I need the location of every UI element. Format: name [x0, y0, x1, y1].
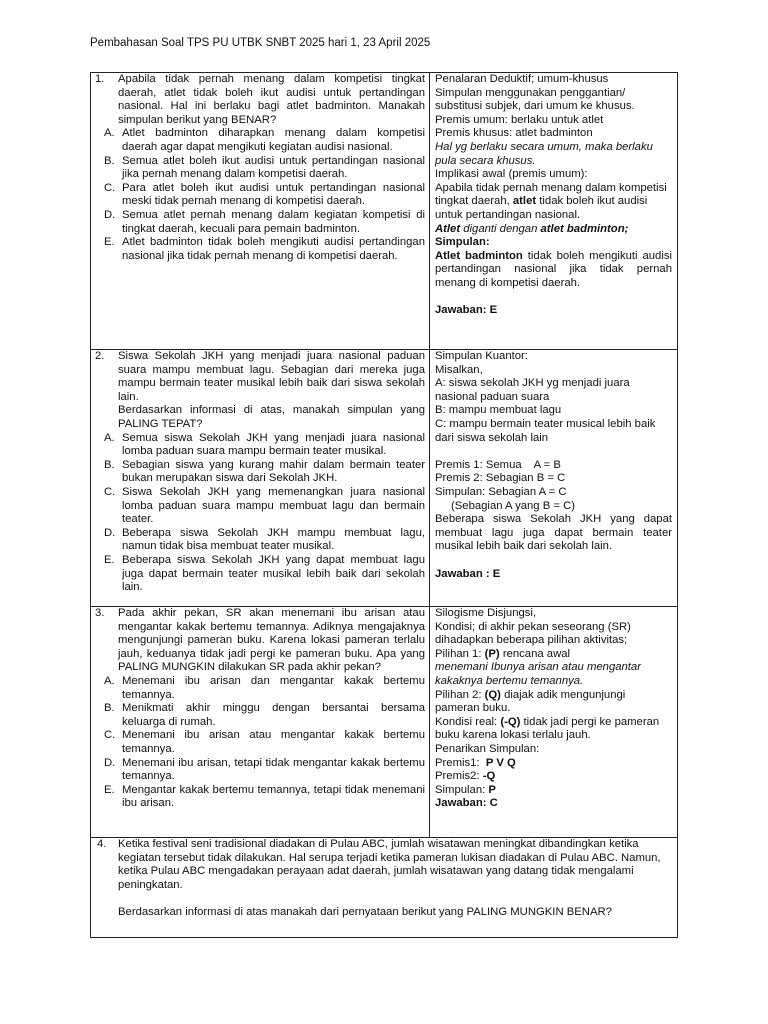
- question-row-2: [91, 350, 677, 607]
- option-e: E. Mengantar kakak bertemu temannya, tetapi tidak menemani ibu arisan.: [104, 783, 425, 810]
- explanation-line: Beberapa siswa Sekolah JKH yang dapat membuat lagu juga dapat bermain teater musikal lebih baik dari sekolah lain.: [435, 513, 672, 553]
- explanation-line: menemani Ibunya arisan atau mengantar kakaknya bertemu temannya.: [435, 661, 641, 687]
- explanation-line: Apabila tidak pernah menang dalam kompetisi tingkat daerah, atlet tidak boleh ikut audisi untuk pertandingan nasional.: [435, 181, 667, 221]
- option-b: B. Semua atlet boleh ikut audisi untuk pertandingan nasional jika pernah menang dalam kompetisi daerah.: [104, 154, 425, 181]
- question-number: 3.: [95, 607, 105, 619]
- question-row-3: [91, 607, 677, 838]
- premise-line: Simpulan: P: [435, 783, 496, 796]
- premise-line: Premis1: P V Q: [435, 756, 516, 769]
- question-cell-3: [91, 607, 430, 837]
- question-cell-4: [91, 838, 677, 937]
- page-header: Pembahasan Soal TPS PU UTBK SNBT 2025 hari 1, 23 April 2025: [90, 37, 431, 49]
- explanation-line: Implikasi awal (premis umum):: [435, 168, 588, 181]
- explanation-line: Pilihan 2: (Q) diajak adik mengunjungi pameran buku.: [435, 688, 626, 715]
- explanation-line: Pilihan 1: (P) rencana awal: [435, 647, 571, 660]
- option-c: C. Menemani ibu arisan atau mengantar kakak bertemu temannya.: [104, 729, 425, 755]
- explanation-line: Simpulan Kuantor:: [435, 350, 528, 362]
- option-a: A. Atlet badminton diharapkan menang dalam kompetisi daerah agar dapat mengikuti kegiatan audisi nasional.: [104, 127, 425, 153]
- answer-label: Jawaban: C: [435, 797, 498, 810]
- question-row-1: [91, 73, 677, 350]
- option-d: D. Beberapa siswa Sekolah JKH mampu membuat lagu, namun tidak bisa membuat teater musikal.: [104, 526, 425, 553]
- explanation-line: B: mampu membuat lagu: [435, 404, 562, 417]
- explanation-line: Premis umum: berlaku untuk atlet: [435, 113, 604, 126]
- question-number: 4.: [97, 838, 107, 850]
- explanation-line: A: siswa sekolah JKH yg menjadi juara nasional paduan suara: [435, 377, 630, 403]
- question-table: [90, 72, 678, 938]
- question-cell-2: [91, 350, 430, 606]
- answer-label: Jawaban: E: [435, 304, 498, 317]
- explanation-cell-1: [430, 73, 677, 349]
- premise-line: (Sebagian A yang B = C): [451, 499, 576, 512]
- option-d: D. Menemani ibu arisan, tetapi tidak mengantar kakak bertemu temannya.: [104, 756, 425, 783]
- premise-line: Simpulan: Sebagian A = C: [435, 485, 567, 498]
- explanation-line: Atlet badminton tidak boleh mengikuti audisi pertandingan nasional jika tidak pernah menang di kompetisi daerah.: [435, 249, 672, 289]
- question-stem: Siswa Sekolah JKH yang menjadi juara nasional paduan suara mampu membuat lagu. Sebagian dari mereka juga mampu bermain teater musikal lebih baik dari siswa sekolah lain. Berdasarkan informasi di atas, manakah simpulan yang PALING TEPAT?: [118, 350, 425, 430]
- explanation-line: Kondisi real: (-Q) tidak jadi pergi ke pameran buku karena lokasi terlalu jauh.: [435, 715, 660, 742]
- explanation-line: Atlet diganti dengan atlet badminton;: [435, 222, 629, 235]
- question-cell-1: [91, 73, 430, 349]
- question-stem: Pada akhir pekan, SR akan menemani ibu arisan atau mengantar kakak bertemu temannya. Adiknya mengajaknya mengunjungi pameran buku. Karena lokasi pameran terlalu jauh, keduanya tidak jadi pergi ke pameran buku. Apa yang PALING MUNGKIN dilakukan SR pada akhir pekan?: [118, 607, 425, 674]
- explanation-line: C: mampu bermain teater musical lebih baik dari siswa sekolah lain: [435, 417, 656, 444]
- option-b: B. Sebagian siswa yang kurang mahir dalam bermain teater bukan merupakan siswa dari Sekolah JKH.: [104, 458, 425, 485]
- explanation-cell-3: [430, 607, 677, 837]
- premise-line: Premis 1: Semua A = B: [435, 458, 561, 471]
- option-a: A. Semua siswa Sekolah JKH yang menjadi juara nasional lomba paduan suara mampu bermain teater musikal.: [104, 431, 425, 458]
- explanation-line: Penalaran Deduktif; umum-khusus: [435, 73, 609, 85]
- question-stem: Ketika festival seni tradisional diadakan di Pulau ABC, jumlah wisatawan meningkat dibandingkan ketika kegiatan tersebut tidak dilakukan. Hal serupa terjadi ketika pameran lukisan diadakan di Pulau ABC. Namun, ketika Pulau ABC mengadakan perayaan adat daerah, jumlah wisatawan yang datang tidak mengalami peningkatan. Berdasarkan informasi di atas manakah dari pernyataan berikut yang PALING MUNGKIN BENAR?: [118, 838, 661, 918]
- option-b: B. Menikmati akhir minggu dengan bersantai bersama keluarga di rumah.: [104, 702, 425, 728]
- option-e: E. Atlet badminton tidak boleh mengikuti audisi pertandingan nasional jika tidak pernah menang di kompetisi daerah.: [104, 236, 425, 262]
- explanation-line: Hal yg berlaku secara umum, maka berlaku pula secara khusus.: [435, 140, 653, 167]
- explanation-cell-2: [430, 350, 677, 606]
- premise-line: Premis2: -Q: [435, 770, 496, 783]
- answer-label: Jawaban : E: [435, 567, 501, 580]
- explanation-line: Misalkan,: [435, 363, 483, 376]
- option-e: E. Beberapa siswa Sekolah JKH yang dapat membuat lagu juga dapat bermain teater musikal lebih baik dari sekolah lain.: [104, 553, 425, 594]
- question-stem: Apabila tidak pernah menang dalam kompetisi tingkat daerah, atlet tidak boleh ikut audisi untuk pertandingan nasional. Hal ini berlaku bagi atlet badminton. Manakah simpulan berikut yang BENAR?: [118, 73, 425, 126]
- option-c: C. Para atlet boleh ikut audisi untuk pertandingan nasional meski tidak pernah menang di kompetisi daerah.: [104, 181, 425, 208]
- question-number: 1.: [95, 73, 105, 85]
- explanation-line: Kondisi; di akhir pekan seseorang (SR) dihadapkan beberapa pilihan aktivitas;: [435, 620, 631, 647]
- explanation-line: Simpulan menggunakan penggantian/ substitusi subjek, dari umum ke khusus.: [435, 86, 635, 113]
- explanation-line: Premis khusus: atlet badminton: [435, 127, 593, 140]
- question-number: 2.: [95, 350, 105, 362]
- option-c: C. Siswa Sekolah JKH yang memenangkan juara nasional lomba paduan suara mampu membuat lagu dan bermain teater.: [104, 485, 425, 526]
- explanation-line: Simpulan:: [435, 236, 490, 249]
- question-row-4: [91, 838, 677, 937]
- explanation-line: Silogisme Disjungsi,: [435, 607, 537, 619]
- premise-line: Premis 2: Sebagian B = C: [435, 472, 566, 485]
- option-d: D. Semua atlet pernah menang dalam kegiatan kompetisi di tingkat daerah, kecuali para pemain badminton.: [104, 208, 425, 235]
- option-a: A. Menemani ibu arisan dan mengantar kakak bertemu temannya.: [104, 674, 425, 701]
- explanation-line: Penarikan Simpulan:: [435, 742, 540, 755]
